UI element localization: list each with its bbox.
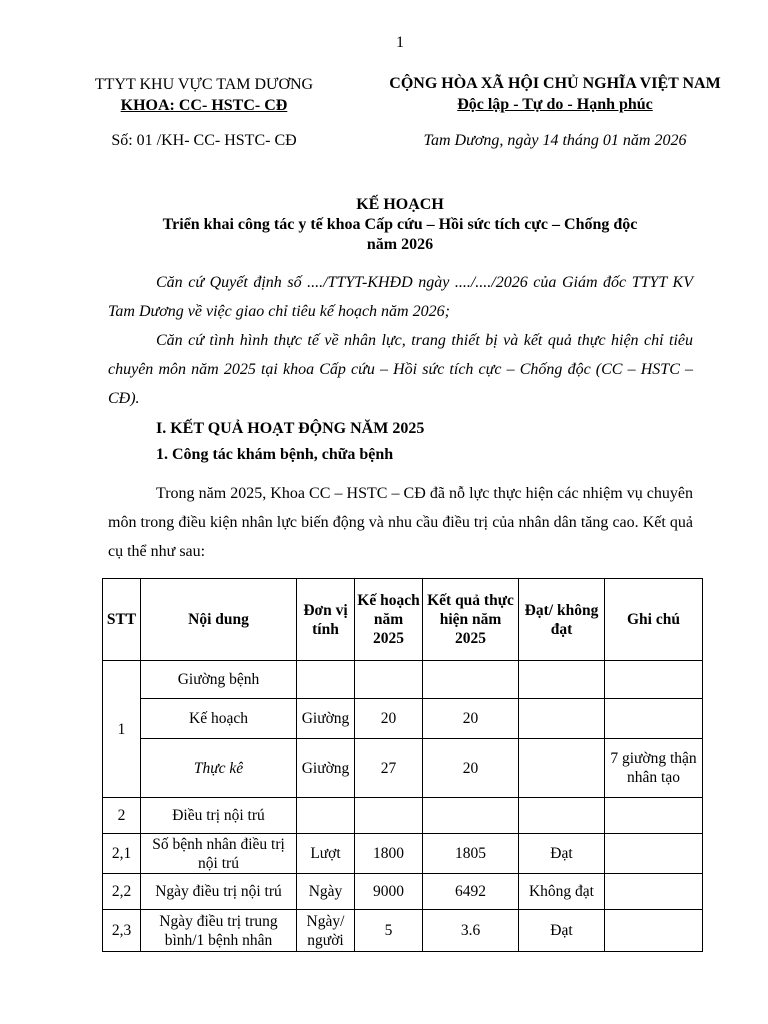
table-row [103, 910, 703, 952]
section-heading: I. KẾT QUẢ HOẠT ĐỘNG NĂM 2025 [156, 420, 425, 437]
motto-text: Độc lập - Tự do - Hạnh phúc [457, 96, 653, 113]
cell-unit: Lượt [297, 834, 355, 874]
cell-plan: 5 [355, 910, 423, 952]
cell-status: Đạt [519, 910, 605, 952]
cell-note [605, 699, 703, 739]
cell-content: Điều trị nội trú [141, 798, 297, 834]
cell-content: Giường bệnh [141, 661, 297, 699]
cell-unit [297, 798, 355, 834]
cell-note: 7 giường thận nhân tạo [605, 739, 703, 798]
table-row [103, 834, 703, 874]
cell-note [605, 661, 703, 699]
country-name: CỘNG HÒA XÃ HỘI CHỦ NGHĨA VIỆT NAM [389, 75, 721, 92]
org-name: TTYT KHU VỰC TAM DƯƠNG [94, 76, 314, 93]
basis-text-2: Căn cứ tình hình thực tế về nhân lực, trang thiết bị và kết quả thực hiện chỉ tiêu chuyên môn năm 2025 tại khoa Cấp cứu – Hồi sức tích cực – Chống độc (CC – HSTC – CĐ). [108, 332, 693, 407]
cell-result: 20 [423, 739, 519, 798]
cell-content: Ngày điều trị trung bình/1 bệnh nhân [141, 910, 297, 952]
doc-number: Số: 01 /KH- CC- HSTC- CĐ [111, 132, 297, 149]
subsection-heading: 1. Công tác khám bệnh, chữa bệnh [156, 446, 394, 463]
cell-note [605, 910, 703, 952]
cell-stt: 1 [103, 661, 141, 798]
cell-note [605, 798, 703, 834]
cell-status [519, 699, 605, 739]
dept-name [70, 95, 338, 116]
dept-name-text: KHOA: CC- HSTC- CĐ [120, 97, 288, 114]
intro-paragraph [108, 479, 693, 566]
cell-content: Số bệnh nhân điều trị nội trú [141, 834, 297, 874]
cell-content: Kế hoạch [141, 699, 297, 739]
cell-plan: 27 [355, 739, 423, 798]
cell-plan: 20 [355, 699, 423, 739]
cell-note [605, 874, 703, 910]
table-row [103, 661, 703, 699]
cell-plan: 9000 [355, 874, 423, 910]
header-left [70, 74, 338, 116]
table-row [103, 699, 703, 739]
cell-stt: 2,3 [103, 910, 141, 952]
title-line2: năm 2026 [366, 236, 434, 253]
basis-paragraph-1 [108, 268, 693, 326]
col-header-stt: STT [103, 579, 141, 661]
cell-plan [355, 798, 423, 834]
cell-status: Không đạt [519, 874, 605, 910]
cell-result [423, 661, 519, 699]
table-row [103, 798, 703, 834]
table-row [103, 874, 703, 910]
cell-stt: 2,1 [103, 834, 141, 874]
cell-result: 20 [423, 699, 519, 739]
basis-text-1: Căn cứ Quyết định số ..../TTYT-KHĐD ngày ..../..../2026 của Giám đốc TTYT KV Tam Dương về việc giao chỉ tiêu kế hoạch năm 2026; [108, 274, 693, 320]
cell-result [423, 798, 519, 834]
cell-status [519, 739, 605, 798]
cell-plan: 1800 [355, 834, 423, 874]
motto [360, 94, 750, 115]
cell-unit: Giường [297, 739, 355, 798]
cell-plan [355, 661, 423, 699]
col-header-content: Nội dung [141, 579, 297, 661]
col-header-unit: Đơn vị tính [297, 579, 355, 661]
title-main: KẾ HOẠCH [356, 196, 444, 213]
cell-content: Thực kê [141, 739, 297, 798]
cell-unit: Ngày/ người [297, 910, 355, 952]
col-header-status: Đạt/ không đạt [519, 579, 605, 661]
title-line1: Triển khai công tác y tế khoa Cấp cứu – Hồi sức tích cực – Chống độc [162, 216, 638, 233]
cell-status [519, 798, 605, 834]
table-header-row [103, 579, 703, 661]
basis-paragraph-2 [108, 326, 693, 413]
cell-status: Đạt [519, 834, 605, 874]
cell-content: Ngày điều trị nội trú [141, 874, 297, 910]
cell-unit [297, 661, 355, 699]
cell-status [519, 661, 605, 699]
table-row [103, 739, 703, 798]
cell-note [605, 834, 703, 874]
place-date: Tam Dương, ngày 14 tháng 01 năm 2026 [423, 132, 687, 149]
header-right [360, 73, 750, 115]
cell-unit: Ngày [297, 874, 355, 910]
results-table [102, 578, 703, 952]
cell-result: 3.6 [423, 910, 519, 952]
cell-stt: 2 [103, 798, 141, 834]
cell-stt: 2,2 [103, 874, 141, 910]
document-title [100, 195, 700, 255]
col-header-note: Ghi chú [605, 579, 703, 661]
cell-result: 6492 [423, 874, 519, 910]
intro-text: Trong năm 2025, Khoa CC – HSTC – CĐ đã nỗ lực thực hiện các nhiệm vụ chuyên môn trong điều kiện nhân lực biến động và nhu cầu điều trị của nhân dân tăng cao. Kết quả cụ thể như sau: [108, 485, 693, 560]
col-header-result: Kết quả thực hiện năm 2025 [423, 579, 519, 661]
cell-unit: Giường [297, 699, 355, 739]
col-header-plan: Kế hoạch năm 2025 [355, 579, 423, 661]
page-number: 1 [396, 34, 404, 51]
cell-result: 1805 [423, 834, 519, 874]
